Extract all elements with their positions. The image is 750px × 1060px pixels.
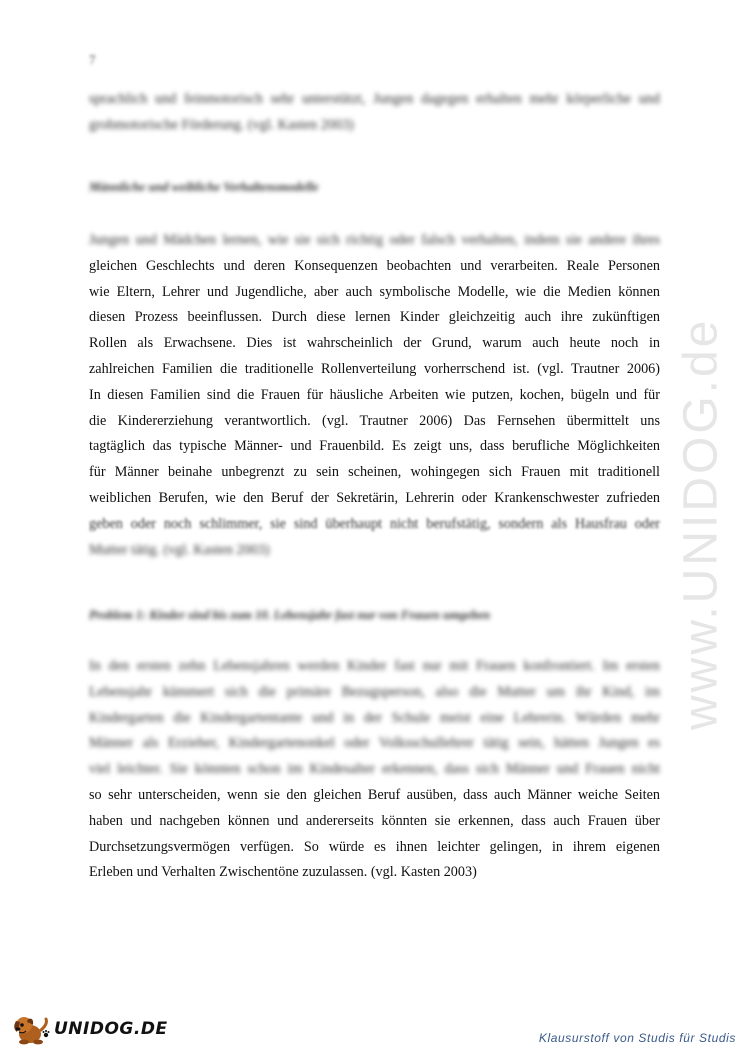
text-line: Erleben und Verhalten Zwischentöne zuzulassen. (vgl. Kasten 2003) bbox=[89, 864, 477, 881]
text-line: weiblichen Berufen, wie den Beruf der Sekretärin, Lehrerin oder Krankenschwester zufrieden bbox=[89, 489, 660, 506]
text-line: sprachlich und feinmotorisch sehr unterstützt, Jungen dagegen erhalten mehr körperliche und bbox=[89, 91, 660, 107]
page-number: 7 bbox=[89, 52, 96, 67]
text-line: Rollen als Erwachsene. Dies ist wahrscheinlich der Grund, warum auch heute noch in bbox=[89, 335, 660, 352]
section-heading-problem-1: Problem 1: Kinder sind bis zum 10. Lebensjahr fast nur von Frauen umgeben bbox=[89, 608, 491, 622]
watermark-text: www.UNIDOG.de bbox=[674, 317, 727, 730]
section-paragraph-problem-1 bbox=[89, 654, 660, 886]
text-line: Jungen und Mädchen lernen, wie sie sich richtig oder falsch verhalten, indem sie andere ihres bbox=[89, 232, 660, 248]
text-line: gleichen Geschlechts und deren Konsequenzen beobachten und verarbeiten. Reale Personen bbox=[89, 257, 660, 274]
unidog-logo[interactable] bbox=[8, 1012, 168, 1046]
text-line: grobmotorische Förderung. (vgl. Kasten 2003) bbox=[89, 116, 354, 133]
intro-paragraph bbox=[89, 87, 660, 139]
text-line: wie Eltern, Lehrer und Jugendliche, aber auch symbolische Modelle, wie die Medien können bbox=[89, 283, 660, 300]
dog-mascot-icon bbox=[8, 1012, 52, 1046]
section-heading-models: Männliche und weibliche Verhaltensmodelle bbox=[89, 180, 319, 194]
text-line: haben und nachgeben können und andererseits könnten sie erkennen, dass auch Frauen über bbox=[89, 812, 660, 829]
text-line: Lebensjahr kümmert sich die primäre Bezugsperson, also die Mutter um ihr Kind, im bbox=[89, 683, 660, 700]
text-line: die Kindererziehung verantwortlich. (vgl. Trautner 2006) Das Fernsehen übermittelt uns bbox=[89, 412, 660, 429]
text-line: so sehr unterscheiden, wenn sie den gleichen Beruf ausüben, dass auch Männer weiche Seiten bbox=[89, 786, 660, 803]
section-paragraph-models bbox=[89, 228, 660, 563]
text-line: zahlreichen Familien die traditionelle Rollenverteilung vorherrschend ist. (vgl. Trautner 2006) bbox=[89, 360, 660, 377]
text-line: viel leichter. Sie könnten schon im Kindesalter erkennen, dass sich Männer und Frauen nicht bbox=[89, 761, 660, 778]
logo-text: UNIDOG.DE bbox=[54, 1019, 168, 1039]
text-line: Durchsetzungsvermögen verfügen. So würde es ihnen leichter gelingen, in ihrem eigenen bbox=[89, 838, 660, 855]
text-line: In diesen Familien sind die Frauen für häusliche Arbeiten wie putzen, kochen, bügeln und für bbox=[89, 386, 660, 403]
text-line: für Männer beinahe unbegrenzt zu sein scheinen, wohingegen sich Frauen mit traditionell bbox=[89, 464, 660, 481]
text-line: Mutter tätig. (vgl. Kasten 2003) bbox=[89, 541, 270, 558]
text-line: tagtäglich das typische Männer- und Frauenbild. Es zeigt uns, dass berufliche Möglichkeiten bbox=[89, 438, 660, 455]
text-line: Kindergarten die Kindergartentante und in der Schule meist eine Lehrerin. Würden mehr bbox=[89, 709, 660, 726]
text-line: In den ersten zehn Lebensjahren werden Kinder fast nur mit Frauen konfrontiert. Im ersten bbox=[89, 658, 660, 674]
text-line: geben oder noch schlimmer, sie sind überhaupt nicht berufstätig, sondern als Hausfrau oder bbox=[89, 515, 660, 532]
text-line: diesen Prozess beeinflussen. Durch diese lernen Kinder gleichzeitig auch ihre zukünftigen bbox=[89, 309, 660, 326]
text-line: Männer als Erzieher, Kindergartenonkel oder Volksschullehrer tätig sein, hätten Jungen es bbox=[89, 735, 660, 752]
footer-tagline: Klausurstoff von Studis für Studis bbox=[538, 1031, 736, 1045]
